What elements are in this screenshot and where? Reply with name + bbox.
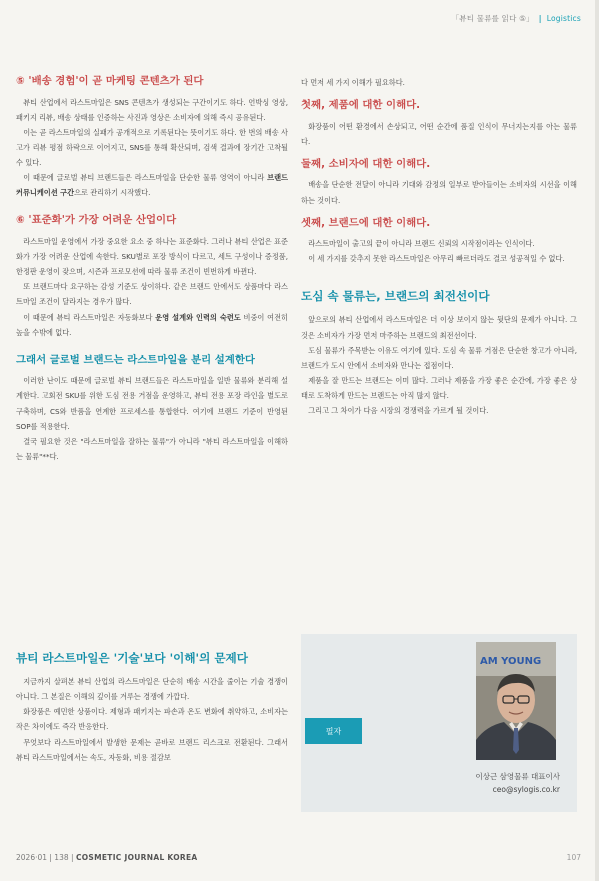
spacer (16, 200, 288, 214)
third-paragraph-1: 라스트마일이 출고의 끝이 아니라 브랜드 신뢰의 시작점이라는 인식이다. (308, 239, 535, 249)
page-edge (595, 0, 599, 881)
footer-left (16, 853, 197, 862)
urban-paragraph-4: 그리고 그 차이가 다음 시장의 경쟁력을 가르게 될 것이다. (308, 406, 489, 416)
conclusion-title: 뷰티 라스트마일은 '기술'보다 '이해'의 문제다 (16, 651, 248, 665)
section-6-paragraph-2: 또 브랜드마다 요구하는 감성 기준도 상이하다. 같은 브랜드 안에서도 상품마다 라스트마일 조건이 달라지는 경우가 많다. (16, 282, 288, 307)
urban-paragraph-1: 앞으로의 뷰티 산업에서 라스트마일은 더 이상 보이지 않는 뒷단의 문제가 아니다. 그것은 소비자가 가장 먼저 마주하는 브랜드의 최전선이다. (301, 315, 577, 340)
magazine-name: COSMETIC JOURNAL KOREA (75, 853, 198, 862)
section-6-paragraph-1: 라스트마일 운영에서 가장 중요한 요소 중 하나는 표준화다. 그러나 뷰티 산업은 표준화가 가장 어려운 산업에 속한다. SKU별로 포장 방식이 다르고, 세트 구성이나 증정품, 한정판 운영이 잦으며, 시즌과 프로모션에 따라 물류 조건이 빈번하게 바뀐다. (16, 236, 288, 277)
running-head (452, 13, 581, 24)
left-column (16, 75, 288, 464)
author-email: ceo@sylogis.co.kr (492, 785, 560, 794)
conclusion-paragraph-3: 무엇보다 라스트마일에서 발생한 문제는 곧바로 브랜드 리스크로 전환된다. 그래서 뷰티 라스트마일에서는 속도, 자동화, 비용 절감보 (16, 737, 288, 762)
conclusion-paragraph-2: 화장품은 예민한 상품이다. 제형과 패키지는 파손과 온도 변화에 취약하고, 소비자는 작은 차이에도 즉각 반응한다. (16, 707, 288, 732)
author-tag: 필자 (305, 718, 362, 744)
second-paragraph: 배송을 단순한 전달이 아니라 기대와 감정의 일부로 받아들이는 소비자의 시선을 이해하는 것이다. (301, 180, 577, 205)
global-section-title: 그래서 글로벌 브랜드는 라스트마일을 분리 설계한다 (16, 353, 255, 366)
author-photo (476, 642, 556, 760)
header-separator: | (538, 14, 542, 23)
section-6-title: ⑥ '표준화'가 가장 어려운 산업이다 (16, 214, 177, 227)
text-run: 이 때문에 뷰티 라스트마일은 자동화보다 (23, 312, 156, 322)
spacer (301, 90, 577, 99)
urban-title: 도심 속 물류는, 브랜드의 최전선이다 (301, 289, 490, 304)
first-title: 첫째, 제품에 대한 이해다. (301, 99, 421, 112)
text-run: 이 때문에 글로벌 뷰티 브랜드들은 라스트마일을 단순한 물류 영역이 아니라 (23, 173, 268, 183)
conclusion-paragraph-1: 지금까지 살펴본 뷰티 산업의 라스트마일은 단순히 배송 시간을 줄이는 기술 경쟁이 아니다. 그 본질은 이해의 깊이를 겨루는 경쟁에 가깝다. (16, 677, 288, 702)
portrait-image (476, 642, 556, 760)
author-name: 이상근 삼영물류 대표이사 (475, 772, 560, 781)
global-paragraph-1: 이러한 난이도 때문에 글로벌 뷰티 브랜드들은 라스트마일을 일반 물류와 분리해 설계한다. 고회전 SKU를 위한 도심 전용 거점을 운영하고, 뷰티 전용 포장 라인을 별도로 구축하며, CS와 반품을 연계한 프로세스를 통합한다. 여기에 브랜드 기준이 반영된 SOP를 적용한다. (16, 376, 288, 431)
urban-paragraph-2: 도심 물류가 주목받는 이유도 여기에 있다. 도심 속 물류 거점은 단순한 창고가 아니라, 브랜드가 도시 안에서 소비자와 만나는 접점이다. (301, 345, 577, 370)
issue-info: 2026·01 | 138 | (16, 853, 74, 862)
section-5-paragraph-3 (16, 170, 288, 200)
emphasis: 브랜드 커뮤니케이션 구간 (16, 173, 288, 198)
section-5-paragraph-2: 이는 곧 라스트마일의 실패가 공개적으로 기록된다는 뜻이기도 하다. 한 번의 배송 사고가 리뷰 평점 하락으로 이어지고, SNS를 통해 확산되며, 검색 결과에 장기간 고착될 수 있다. (16, 127, 288, 168)
photo-sign-text: AM YOUNG (480, 656, 542, 667)
section-6-paragraph-3 (16, 310, 288, 340)
first-paragraph: 화장품이 어떤 환경에서 손상되고, 어떤 순간에 품질 인식이 무너지는지를 아는 물류다. (301, 121, 577, 146)
page-number: 107 (566, 853, 581, 862)
spacer (301, 266, 577, 280)
second-title: 둘째, 소비자에 대한 이해다. (301, 157, 431, 170)
spacer (16, 340, 288, 354)
third-title: 셋째, 브랜드에 대한 이해다. (301, 216, 431, 229)
third-paragraph-2: 이 세 가지를 갖추지 못한 라스트마일은 아무리 빠르더라도 결코 성공적일 수 없다. (308, 254, 565, 264)
series-title: 「뷰티 물류를 읽다 ⑤」 (451, 14, 534, 23)
urban-paragraph-3: 제품을 잘 만드는 브랜드는 이미 많다. 그러나 제품을 가장 좋은 순간에, 가장 좋은 상태로 도착하게 만드는 브랜드는 아직 많지 않다. (301, 375, 577, 401)
global-paragraph-2: 결국 필요한 것은 "라스트마일을 잘하는 물류"가 아니라 "뷰티 라스트마일을 이해하는 물류"**다. (16, 436, 288, 461)
emphasis: 운영 설계와 인력의 숙련도 (155, 312, 241, 322)
conclusion-block (16, 651, 288, 765)
right-column (301, 75, 577, 418)
spacer (301, 208, 577, 217)
text-run: 으로 관리하기 시작했다. (74, 188, 151, 198)
section-category: Logistics (546, 14, 581, 23)
section-5-title: ⑤ '배송 경험'이 곧 마케팅 콘텐츠가 된다 (16, 75, 204, 87)
spacer (301, 280, 577, 289)
section-5-paragraph-1: 뷰티 산업에서 라스트마일은 SNS 콘텐츠가 생성되는 구간이기도 하다. 언박싱 영상, 패키지 리뷰, 배송 상태를 인증하는 사진과 영상은 소비자에 의해 즉시 공유된다. (16, 97, 288, 122)
right-lead: 다 먼저 세 가지 이해가 필요하다. (301, 78, 405, 87)
text-run: 비중이 여전히 높을 수밖에 없다. (16, 312, 288, 337)
spacer (301, 149, 577, 158)
